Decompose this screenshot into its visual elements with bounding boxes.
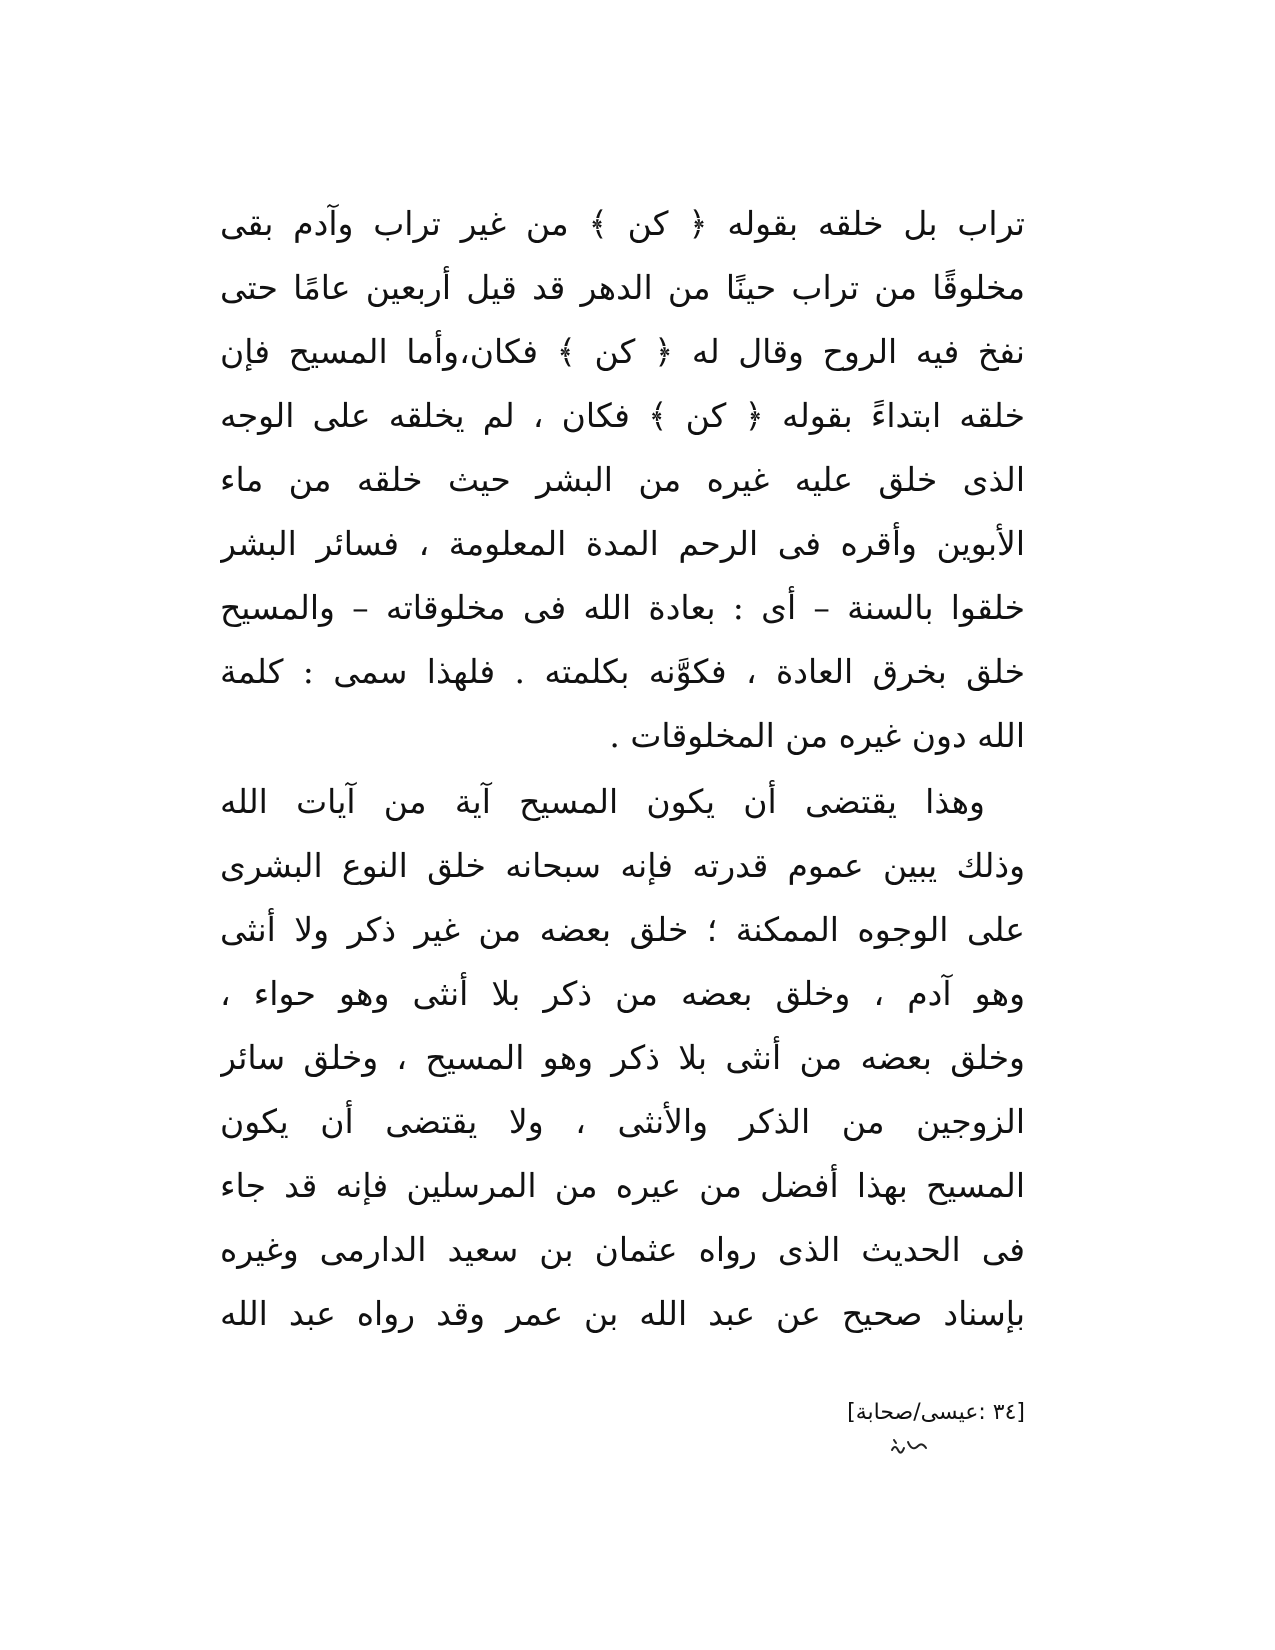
text-line: الأبوين وأقره فى الرحم المدة المعلومة ، فسائر البشر (220, 524, 1025, 563)
text-line: بإسناد صحيح عن عبد الله بن عمر وقد رواه عبد الله (220, 1294, 1025, 1333)
text-line: المسيح بهذا أفضل من عيره من المرسلين فإنه قد جاء (220, 1166, 1025, 1205)
text-line: خلقوا بالسنة – أى : بعادة الله فى مخلوقاته – والمسيح (220, 588, 1025, 627)
text-line: وهذا يقتضى أن يكون المسيح آية من آيات الله (220, 782, 985, 821)
text-line: مخلوقًا من تراب حينًا من الدهر قد قيل أربعين عامًا حتى (220, 268, 1025, 307)
paragraph-1 (220, 192, 1025, 768)
text-line: وذلك يبين عموم قدرته فإنه سبحانه خلق النوع البشرى (220, 846, 1025, 885)
text-line: الزوجين من الذكر والأنثى ، ولا يقتضى أن يكون (220, 1102, 1025, 1141)
footer-reference: [٣٤ :عيسى/صحابة] (847, 1400, 1025, 1425)
text-line: وهو آدم ، وخلق بعضه من ذكر بلا أنثى وهو حواء ، (220, 974, 1025, 1013)
text-line: وخلق بعضه من أنثى بلا ذكر وهو المسيح ، وخلق سائر (220, 1038, 1025, 1077)
handwritten-mark (880, 1432, 940, 1462)
text-line: خلق بخرق العادة ، فكوَّنه بكلمته . فلهذا سمى : كلمة (220, 652, 1025, 691)
text-line: الذى خلق عليه غيره من البشر حيث خلقه من ماء (220, 460, 1025, 499)
text-line: فى الحديث الذى رواه عثمان بن سعيد الدارمى وغيره (220, 1230, 1025, 1269)
text-line: نفخ فيه الروح وقال له ﴿ كن ﴾ فكان،وأما المسيح فإن (220, 332, 1025, 371)
text-line: تراب بل خلقه بقوله ﴿ كن ﴾ من غير تراب وآدم بقى (220, 204, 1025, 243)
text-line: خلقه ابتداءً بقوله ﴿ كن ﴾ فكان ، لم يخلقه على الوجه (220, 396, 1025, 435)
text-line: الله دون غيره من المخلوقات . (609, 716, 1025, 755)
paragraph-2 (220, 770, 1025, 1346)
text-line: على الوجوه الممكنة ؛ خلق بعضه من غير ذكر ولا أنثى (220, 910, 1025, 949)
